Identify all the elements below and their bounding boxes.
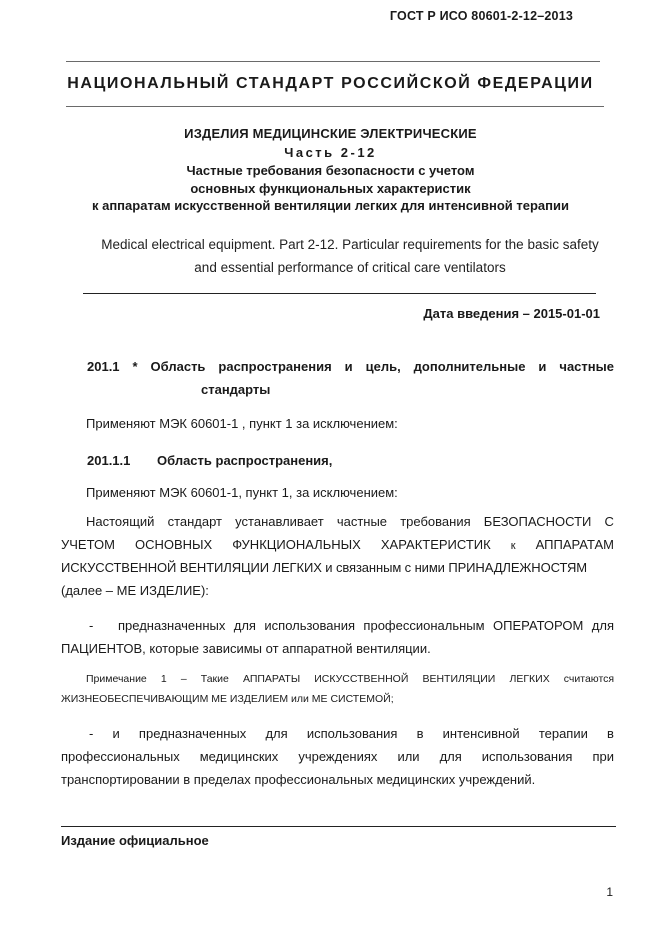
bullet-dash: - xyxy=(89,726,94,741)
word: ОПЕРАТОРОМ xyxy=(492,618,584,633)
word: для xyxy=(265,726,288,741)
word: АППАРАТАМ xyxy=(535,537,614,552)
word: ИСКУССТВЕННОЙ xyxy=(314,673,409,685)
edition-label: Издание официальное xyxy=(61,833,209,848)
title-line-1: ИЗДЕЛИЯ МЕДИЦИНСКИЕ ЭЛЕКТРИЧЕСКИЕ xyxy=(184,126,477,141)
word: устанавливает xyxy=(235,514,324,529)
heading-word: распространения xyxy=(218,359,332,374)
footer-rule xyxy=(61,826,616,827)
word: частные xyxy=(336,514,388,529)
english-title-line-2: and essential performance of critical care ventilators xyxy=(194,260,506,275)
word: Примечание xyxy=(86,673,147,685)
word: и xyxy=(112,726,120,741)
page-number: 1 xyxy=(606,885,613,899)
word: УЧЕТОМ xyxy=(61,537,115,552)
heading-word: частные xyxy=(559,359,614,374)
bullet-2-line-2 xyxy=(61,745,614,769)
title-rule xyxy=(66,106,604,107)
section-201-1-1-number: 201.1.1 xyxy=(87,453,131,468)
word: для xyxy=(439,749,462,764)
word: использования xyxy=(264,618,356,633)
word: Такие xyxy=(200,673,229,685)
main-paragraph-line-1 xyxy=(86,510,614,534)
word: АППАРАТЫ xyxy=(242,673,301,685)
word: учреждениях xyxy=(298,749,378,764)
word: или xyxy=(397,749,420,764)
word: использования xyxy=(306,726,398,741)
english-title-rule xyxy=(83,293,596,294)
main-paragraph-line-3: ИСКУССТВЕННОЙ ВЕНТИЛЯЦИИ ЛЕГКИХ и связанным с ними ПРИНАДЛЕЖНОСТЯМ xyxy=(61,560,588,575)
word: использования xyxy=(481,749,573,764)
top-rule xyxy=(66,61,600,62)
section-201-1-heading-continued: стандарты xyxy=(201,382,271,397)
word: к xyxy=(510,540,516,552)
title-part: Часть 2-12 xyxy=(284,145,377,160)
word: БЕЗОПАСНОСТИ xyxy=(483,514,592,529)
word: ОСНОВНЫХ xyxy=(134,537,213,552)
word: профессиональным xyxy=(363,618,485,633)
word: – xyxy=(180,673,187,685)
bullet-2-line-1 xyxy=(89,722,614,746)
word: требования xyxy=(400,514,471,529)
heading-word: цель, xyxy=(365,359,401,374)
effective-date: Дата введения – 2015-01-01 xyxy=(423,306,600,321)
bullet-dash: - xyxy=(89,618,94,633)
word: ФУНКЦИОНАЛЬНЫХ xyxy=(232,537,361,552)
bullet-1-line-2: ПАЦИЕНТОВ, которые зависимы от аппаратной вентиляции. xyxy=(61,641,431,656)
word: ХАРАКТЕРИСТИК xyxy=(380,537,491,552)
section-201-1-1-title: Область распространения, xyxy=(157,453,333,468)
bullet-1-line-1 xyxy=(118,614,614,638)
word: 1 xyxy=(160,673,167,685)
title-line-4: основных функциональных характеристик xyxy=(190,181,471,196)
word: терапии xyxy=(538,726,588,741)
heading-word: и xyxy=(344,359,353,374)
word: предназначенных xyxy=(138,726,247,741)
national-standard-title: НАЦИОНАЛЬНЫЙ СТАНДАРТ РОССИЙСКОЙ ФЕДЕРАЦИИ xyxy=(67,75,594,92)
word: при xyxy=(592,749,614,764)
section-number: 201.1 * xyxy=(87,359,138,374)
note-1-line-2: ЖИЗНЕОБЕСПЕЧИВАЮЩИМ МЕ ИЗДЕЛИЕМ или МЕ СИСТЕМОЙ; xyxy=(61,693,394,705)
word: Настоящий xyxy=(86,514,155,529)
heading-word: и xyxy=(538,359,547,374)
word: интенсивной xyxy=(442,726,520,741)
word: предназначенных xyxy=(118,618,226,633)
word: для xyxy=(591,618,614,633)
main-paragraph-line-2 xyxy=(61,533,614,558)
heading-word: Область xyxy=(150,359,206,374)
word: профессиональных xyxy=(61,749,180,764)
word: ЛЕГКИХ xyxy=(509,673,550,685)
apply-paragraph-2: Применяют МЭК 60601-1, пункт 1, за исключением: xyxy=(86,485,398,500)
word: медицинских xyxy=(199,749,279,764)
heading-word: дополнительные xyxy=(413,359,526,374)
word: для xyxy=(233,618,256,633)
english-title-line-1: Medical electrical equipment. Part 2-12. Particular requirements for the basic safety xyxy=(101,237,599,252)
main-paragraph-line-4: (далее – МЕ ИЗДЕЛИЕ): xyxy=(61,583,209,598)
word: считаются xyxy=(563,673,615,685)
title-line-5: к аппаратам искусственной вентиляции легких для интенсивной терапии xyxy=(91,198,569,213)
standard-code: ГОСТ Р ИСО 80601-2-12–2013 xyxy=(389,9,573,23)
word: ВЕНТИЛЯЦИИ xyxy=(422,673,496,685)
section-201-1-heading xyxy=(87,355,614,379)
word: стандарт xyxy=(167,514,223,529)
bullet-2-line-3: транспортировании в пределах профессиональных медицинских учреждений. xyxy=(61,772,536,787)
apply-paragraph-1: Применяют МЭК 60601-1 , пункт 1 за исключением: xyxy=(86,416,398,431)
word: С xyxy=(604,514,614,529)
word: в xyxy=(607,726,614,741)
title-line-3: Частные требования безопасности с учетом xyxy=(186,163,475,178)
word: в xyxy=(416,726,424,741)
